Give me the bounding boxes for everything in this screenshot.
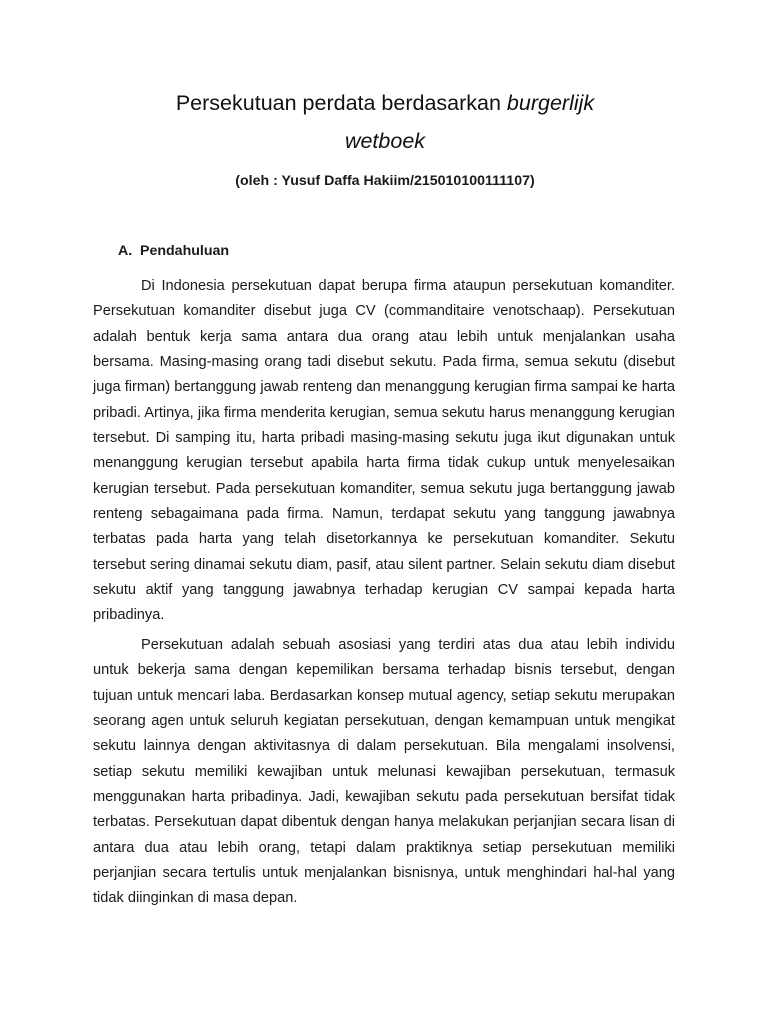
title-main-text: Persekutuan perdata berdasarkan bbox=[175, 91, 507, 115]
title-italic-wetboek: wetboek bbox=[344, 129, 426, 153]
body-paragraph-2: Persekutuan adalah sebuah asosiasi yang terdiri atas dua atau lebih individu untuk bekerja sama dengan kepemilikan bersama terhadap bisnis tersebut, dengan tujuan untuk mencari laba. Berdasarkan konsep mutual agency, setiap sekutu merupakan seorang agen untuk seluruh kegiatan persekutuan, dengan kemampuan untuk mengikat sekutu lainnya dengan aktivitasnya di dalam persekutuan. Bila mengalami insolvensi, setiap sekutu memiliki kewajiban untuk melunasi kewajiban persekutuan, termasuk menggunakan harta pribadinya. Jadi, kewajiban sekutu pada persekutuan bersifat tidak terbatas. Persekutuan dapat dibentuk dengan hanya melakukan perjanjian secara lisan di antara dua atau lebih orang, tetapi dalam praktiknya setiap persekutuan memiliki perjanjian secara tertulis untuk menjalankan bisnisnya, untuk menghindari hal-hal yang tidak diinginkan di masa depan. bbox=[93, 637, 675, 907]
section-label: Pendahuluan bbox=[140, 243, 230, 259]
author-line: (oleh : Yusuf Daffa Hakiim/215010100111107) bbox=[235, 173, 535, 189]
body-paragraph-1: Di Indonesia persekutuan dapat berupa firma ataupun persekutuan komanditer. Persekutuan komanditer disebut juga CV (commanditaire venotschaap). Persekutuan adalah bentuk kerja sama antara dua orang atau lebih untuk menjalankan usaha bersama. Masing-masing orang tadi disebut sekutu. Pada firma, semua sekutu (disebut juga firman) bertanggung jawab renteng dan menanggung kerugian firma sampai ke harta pribadi. Artinya, jika firma menderita kerugian, semua sekutu harus menanggung kerugian tersebut. Di samping itu, harta pribadi masing-masing sekutu juga ikut digunakan untuk menanggung kerugian tersebut apabila harta firma tidak cukup untuk menyelesaikan kerugian tersebut. Pada persekutuan komanditer, semua sekutu juga bertanggung jawab renteng sebagaimana pada firma. Namun, terdapat sekutu yang tanggung jawabnya terbatas pada harta yang telah disetorkannya ke persekutuan komanditer. Sekutu tersebut sering dinamai sekutu diam, pasif, atau silent partner. Selain sekutu diam disebut sekutu aktif yang tanggung jawabnya terhadap kerugian CV sampai kepada harta pribadinya. bbox=[93, 278, 675, 624]
section-heading bbox=[118, 241, 229, 261]
title-italic-burgerlijk: burgerlijk bbox=[506, 91, 595, 115]
document-title bbox=[80, 84, 690, 160]
section-number: A. bbox=[118, 243, 133, 259]
